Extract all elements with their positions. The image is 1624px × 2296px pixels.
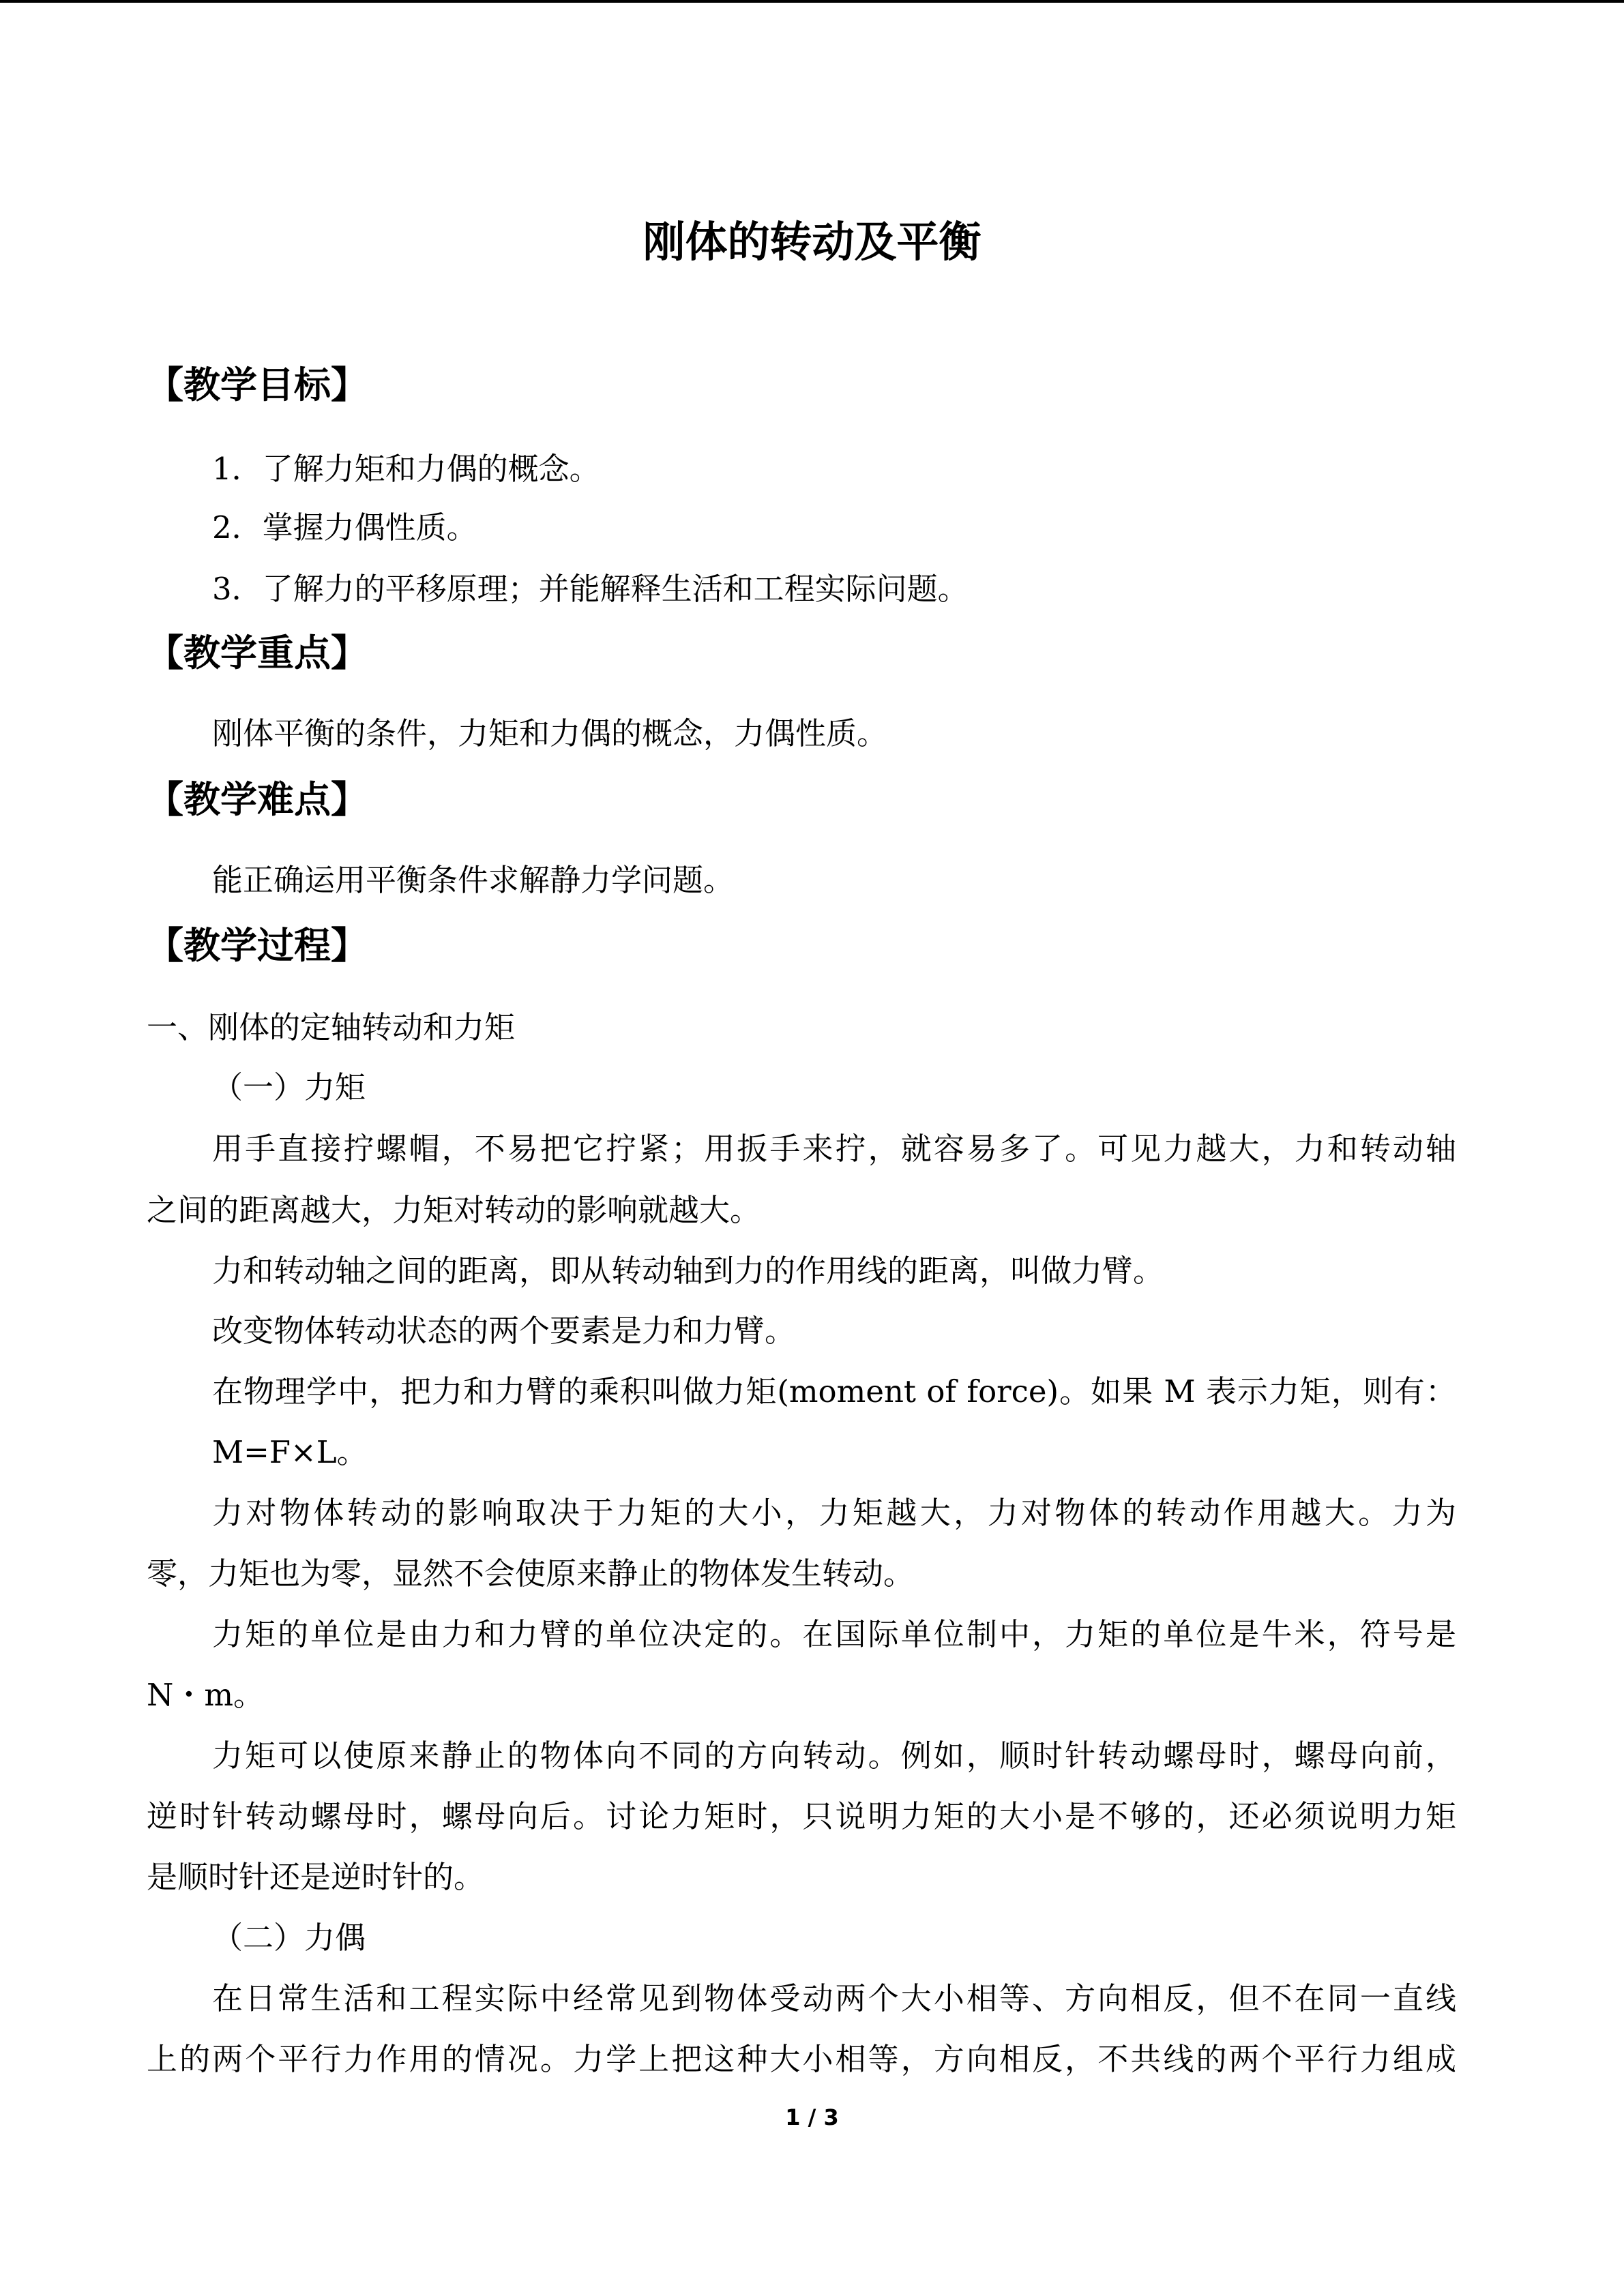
paragraph-7-line-2: 逆时针转动螺母时，螺母向后。讨论力矩时，只说明力矩的大小是不够的，还必须说明力矩: [147, 1798, 1456, 1834]
objective-item-2: 2．掌握力偶性质。: [212, 509, 477, 546]
part1-title: 一、刚体的定轴转动和力矩: [147, 1009, 516, 1045]
paragraph-6-line-1: 力矩的单位是由力和力臂的单位决定的。在国际单位制中，力矩的单位是牛米，符号是: [212, 1616, 1456, 1652]
key-points-heading: 【教学重点】: [147, 631, 368, 674]
difficulties-text: 能正确运用平衡条件求解静力学问题。: [212, 862, 735, 898]
paragraph-7-line-3: 是顺时针还是逆时针的。: [147, 1859, 485, 1895]
paragraph-4-line-1: 在物理学中，把力和力臂的乘积叫做力矩(moment of force)。如果 M 表示力矩，则有：: [212, 1373, 1456, 1410]
objective-item-3: 3．了解力的平移原理；并能解释生活和工程实际问题。: [212, 571, 969, 607]
process-heading: 【教学过程】: [147, 924, 368, 967]
paragraph-4-line-2: M=F×L。: [212, 1434, 368, 1470]
paragraph-8-line-2: 上的两个平行力作用的情况。力学上把这种大小相等，方向相反，不共线的两个平行力组成: [147, 2041, 1456, 2077]
difficulties-heading: 【教学难点】: [147, 778, 368, 821]
paragraph-2: 力和转动轴之间的距离，即从转动轴到力的作用线的距离，叫做力臂。: [212, 1253, 1164, 1289]
paragraph-5-line-1: 力对物体转动的影响取决于力矩的大小，力矩越大，力对物体的转动作用越大。力为: [212, 1495, 1456, 1531]
paragraph-6-line-2: N・m。: [147, 1677, 265, 1713]
key-points-text: 刚体平衡的条件，力矩和力偶的概念，力偶性质。: [212, 715, 888, 751]
paragraph-5-line-2: 零，力矩也为零，显然不会使原来静止的物体发生转动。: [147, 1555, 915, 1592]
subsection-1-title: （一）力矩: [212, 1069, 366, 1105]
objectives-heading: 【教学目标】: [147, 363, 368, 406]
paragraph-1-line-2: 之间的距离越大，力矩对转动的影响就越大。: [147, 1192, 761, 1228]
objective-item-1: 1．了解力矩和力偶的概念。: [212, 451, 600, 487]
document-title: 刚体的转动及平衡: [643, 217, 981, 267]
subsection-2-title: （二）力偶: [212, 1920, 366, 1956]
page-number: 1 / 3: [785, 2104, 839, 2130]
top-border-line: [0, 0, 1624, 3]
paragraph-8-line-1: 在日常生活和工程实际中经常见到物体受动两个大小相等、方向相反，但不在同一直线: [212, 1980, 1456, 2016]
paragraph-1-line-1: 用手直接拧螺帽，不易把它拧紧；用扳手来拧，就容易多了。可见力越大，力和转动轴: [212, 1131, 1456, 1167]
paragraph-7-line-1: 力矩可以使原来静止的物体向不同的方向转动。例如，顺时针转动螺母时，螺母向前，: [212, 1738, 1456, 1774]
paragraph-3: 改变物体转动状态的两个要素是力和力臂。: [212, 1313, 796, 1349]
